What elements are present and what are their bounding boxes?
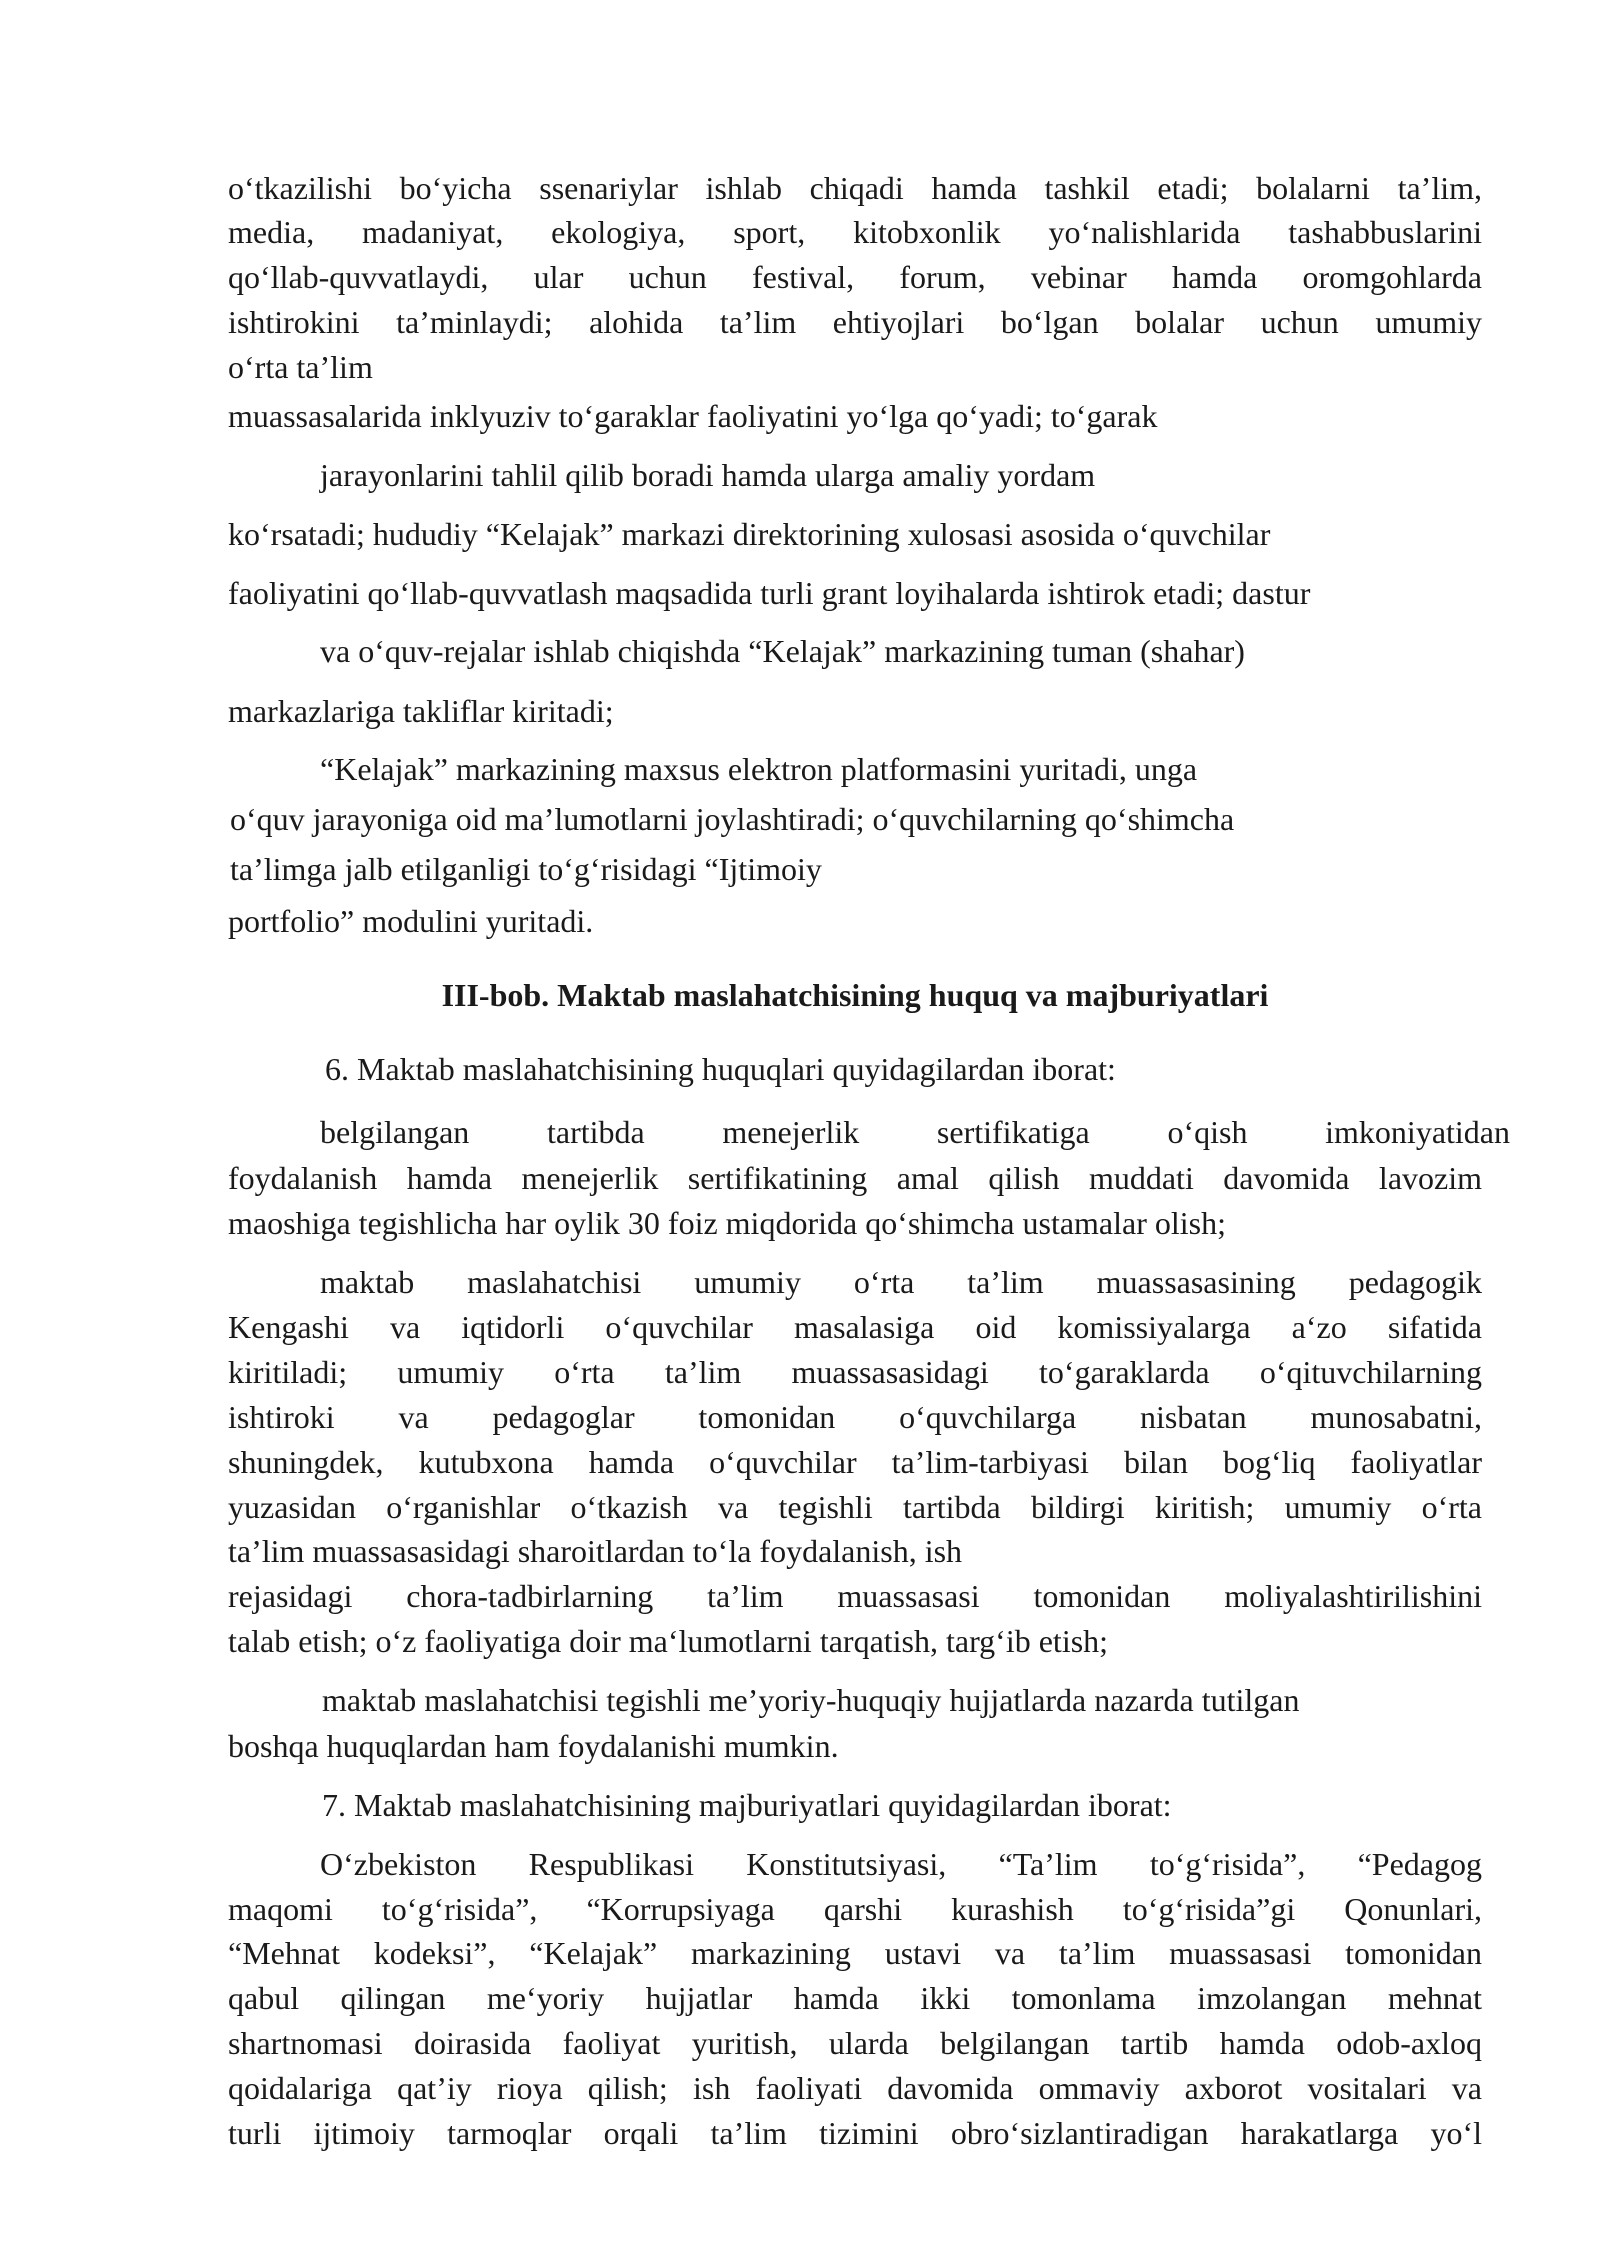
chapter-heading: III-bob. Maktab maslahatchisining huquq va majburiyatlari <box>441 977 1269 1013</box>
text-line: 7. Maktab maslahatchisining majburiyatlari quyidagilardan iborat: <box>322 1787 1172 1823</box>
text-line: faoliyatini qo‘llab-quvvatlash maqsadida turli grant loyihalarda ishtirok etadi; dastur <box>228 575 1311 611</box>
text-line: O‘zbekiston Respublikasi Konstitutsiyasi, “Ta’lim to‘g‘risida”, “Pedagog <box>320 1846 1482 1882</box>
text-line: ta’limga jalb etilganligi to‘g‘risidagi “Ijtimoiy <box>230 851 822 887</box>
text-line: talab etish; o‘z faoliyatiga doir ma‘lumotlarni tarqatish, targ‘ib etish; <box>228 1623 1109 1659</box>
text-line: maqomi to‘g‘risida”, “Korrupsiyaga qarshi kurashish to‘g‘risida”gi Qonunlari, <box>228 1891 1482 1927</box>
text-line: yuzasidan o‘rganishlar o‘tkazish va tegishli tartibda bildirgi kiritish; umumiy o‘rta <box>228 1489 1482 1525</box>
text-line: media, madaniyat, ekologiya, sport, kitobxonlik yo‘nalishlarida tashabbuslarini <box>228 214 1482 250</box>
text-line: Kengashi va iqtidorli o‘quvchilar masalasiga oid komissiyalarga a‘zo sifatida <box>228 1309 1482 1345</box>
text-line: foydalanish hamda menejerlik sertifikatining amal qilish muddati davomida lavozim <box>228 1160 1482 1196</box>
text-line: qabul qilingan me‘yoriy hujjatlar hamda ikki tomonlama imzolangan mehnat <box>228 1980 1482 2016</box>
text-line: ishtirokini ta’minlaydi; alohida ta’lim ehtiyojlari bo‘lgan bolalar uchun umumiy <box>228 304 1482 340</box>
text-line: maktab maslahatchisi tegishli me’yoriy-huquqiy hujjatlarda nazarda tutilgan <box>322 1682 1300 1718</box>
text-line: markazlariga takliflar kiritadi; <box>228 693 614 729</box>
text-line: portfolio” modulini yuritadi. <box>228 903 594 939</box>
text-line: maktab maslahatchisi umumiy o‘rta ta’lim muassasasining pedagogik <box>320 1264 1482 1300</box>
text-line: ta’lim muassasasidagi sharoitlardan to‘la foydalanish, ish <box>228 1533 963 1569</box>
text-line: jarayonlarini tahlil qilib boradi hamda ularga amaliy yordam <box>320 457 1096 493</box>
text-line: shuningdek, kutubxona hamda o‘quvchilar ta’lim-tarbiyasi bilan bog‘liq faoliyatlar <box>228 1444 1482 1480</box>
text-line: o‘rta ta’lim <box>228 349 373 385</box>
text-line: “Mehnat kodeksi”, “Kelajak” markazining ustavi va ta’lim muassasasi tomonidan <box>228 1935 1482 1971</box>
text-line: o‘quv jarayoniga oid ma’lumotlarni joylashtiradi; o‘quvchilarning qo‘shimcha <box>230 801 1235 837</box>
text-line: boshqa huquqlardan ham foydalanishi mumkin. <box>228 1728 839 1764</box>
text-line: maoshiga tegishlicha har oylik 30 foiz miqdorida qo‘shimcha ustamalar olish; <box>228 1205 1226 1241</box>
text-line: kiritiladi; umumiy o‘rta ta’lim muassasasidagi to‘garaklarda o‘qituvchilarning <box>228 1354 1482 1390</box>
text-line: shartnomasi doirasida faoliyat yuritish, ularda belgilangan tartib hamda odob-axloq <box>228 2025 1482 2061</box>
text-line: muassasalarida inklyuziv to‘garaklar faoliyatini yo‘lga qo‘yadi; to‘garak <box>228 398 1158 434</box>
text-line: va o‘quv-rejalar ishlab chiqishda “Kelajak” markazining tuman (shahar) <box>320 633 1245 669</box>
text-line: qo‘llab-quvvatlaydi, ular uchun festival, forum, vebinar hamda oromgohlarda <box>228 259 1482 295</box>
text-line: ko‘rsatadi; hududiy “Kelajak” markazi direktorining xulosasi asosida o‘quvchilar <box>228 516 1271 552</box>
text-line: ishtiroki va pedagoglar tomonidan o‘quvchilarga nisbatan munosabatni, <box>228 1399 1482 1435</box>
text-line: turli ijtimoiy tarmoqlar orqali ta’lim tizimini obro‘sizlantiradigan harakatlarga yo‘l <box>228 2115 1482 2151</box>
text-line: “Kelajak” markazining maxsus elektron platformasini yuritadi, unga <box>320 751 1198 787</box>
text-line: rejasidagi chora-tadbirlarning ta’lim muassasasi tomonidan moliyalashtirilishini <box>228 1578 1482 1614</box>
text-line: o‘tkazilishi bo‘yicha ssenariylar ishlab chiqadi hamda tashkil etadi; bolalarni ta’lim, <box>228 170 1482 206</box>
text-line: 6. Maktab maslahatchisining huquqlari quyidagilardan iborat: <box>325 1051 1116 1087</box>
text-line: qoidalariga qat’iy rioya qilish; ish faoliyati davomida ommaviy axborot vositalari va <box>228 2070 1482 2106</box>
text-line: belgilangan tartibda menejerlik sertifikatiga o‘qish imkoniyatidan <box>320 1114 1510 1150</box>
